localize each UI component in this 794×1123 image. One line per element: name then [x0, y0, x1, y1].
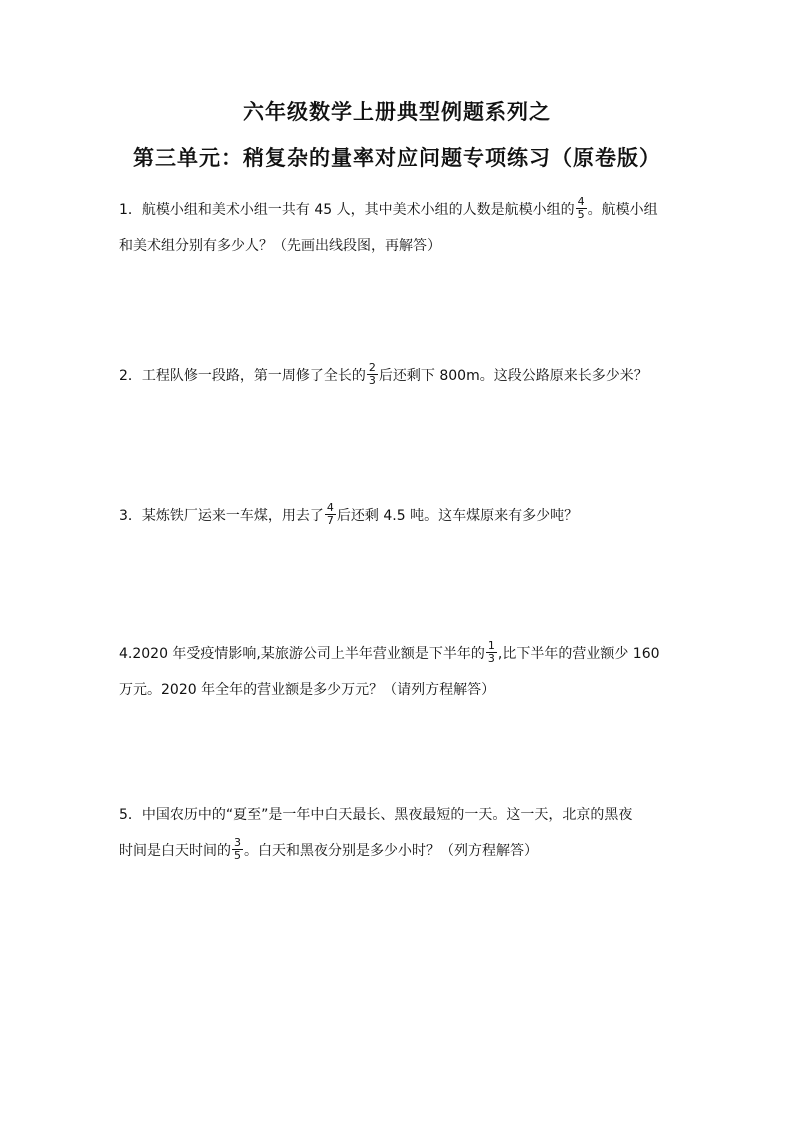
fraction-numerator: 2 — [368, 360, 376, 374]
fraction-denominator: 5 — [577, 207, 585, 221]
question-2 — [119, 358, 689, 394]
fraction-denominator: 3 — [368, 373, 376, 387]
fraction-numerator: 4 — [577, 194, 585, 208]
question-1-text-a: 1．航模小组和美术小组一共有 45 人，其中美术小组的人数是航模小组的 — [119, 202, 575, 218]
page-title: 六年级数学上册典型例题系列之 — [243, 100, 551, 124]
question-5-fraction — [232, 837, 243, 862]
fraction-denominator: 3 — [487, 651, 495, 665]
question-3-text-a: 3．某炼铁厂运来一车煤，用去了 — [119, 508, 324, 524]
question-2-line-1 — [119, 358, 689, 394]
question-3 — [119, 498, 689, 534]
question-4 — [119, 636, 689, 708]
question-5-text-b: 。白天和黑夜分别是多少小时？（列方程解答） — [244, 843, 538, 859]
question-1-line-1 — [119, 192, 689, 228]
question-3-line-1 — [119, 498, 689, 534]
question-5-line-1: 5．中国农历中的“夏至”是一年中白天最长、黑夜最短的一天。这一天，北京的黑夜 — [119, 807, 633, 823]
question-2-text-a: 2．工程队修一段路，第一周修了全长的 — [119, 368, 366, 384]
question-5-line-2 — [119, 833, 689, 869]
question-2-fraction — [367, 362, 378, 387]
question-1-text-b: 。航模小组 — [587, 202, 658, 218]
page-subtitle: 第三单元：稍复杂的量率对应问题专项练习（原卷版） — [133, 146, 661, 170]
fraction-numerator: 1 — [487, 638, 495, 652]
fraction-numerator: 4 — [326, 500, 334, 514]
question-4-text-a: 4.2020 年受疫情影响,某旅游公司上半年营业额是下半年的 — [119, 646, 485, 662]
question-1-fraction — [576, 196, 587, 221]
question-4-text-b: ,比下半年的营业额少 160 — [497, 646, 660, 662]
question-2-text-b: 后还剩下 800m。这段公路原来长多少米？ — [378, 368, 648, 384]
question-3-text-b: 后还剩 4.5 吨。这车煤原来有多少吨？ — [336, 508, 579, 524]
question-1 — [119, 192, 689, 264]
question-3-fraction — [325, 502, 336, 527]
question-5-text-a: 时间是白天时间的 — [119, 843, 231, 859]
question-1-line-2: 和美术组分别有多少人？（先画出线段图，再解答） — [119, 238, 441, 254]
fraction-denominator: 7 — [326, 513, 334, 527]
question-4-line-2: 万元。2020 年全年的营业额是多少万元？（请列方程解答） — [119, 682, 496, 698]
fraction-numerator: 3 — [234, 835, 241, 849]
question-4-line-1 — [119, 636, 689, 672]
fraction-denominator: 5 — [234, 848, 241, 862]
question-5 — [119, 797, 689, 869]
question-4-fraction — [486, 640, 497, 665]
